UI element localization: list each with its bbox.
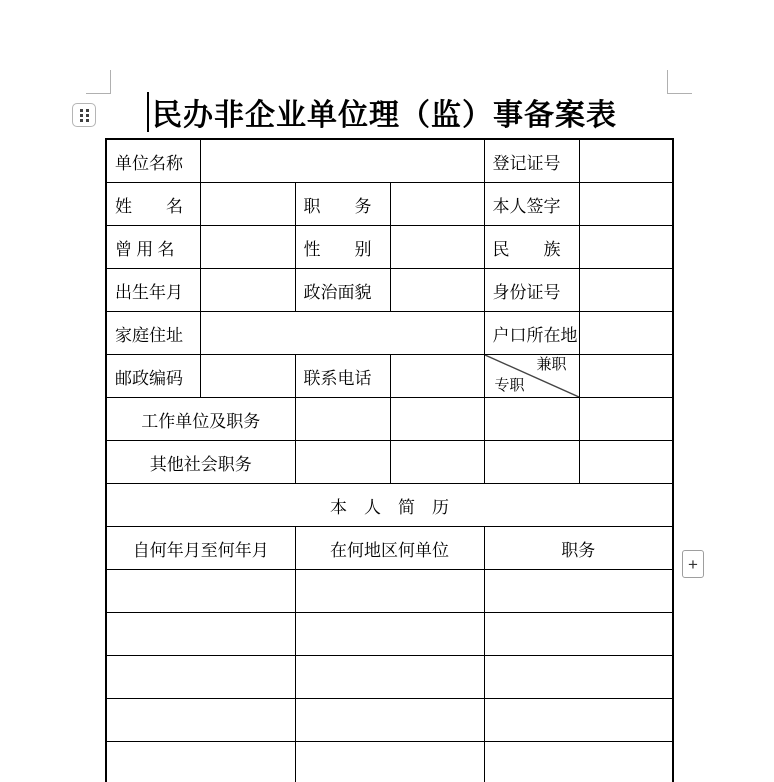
former-name-value-cell[interactable]: [200, 226, 295, 269]
ethnicity-value-cell[interactable]: [579, 226, 673, 269]
resume-row-1: [106, 570, 673, 613]
resume-row-2: [106, 613, 673, 656]
work-unit-cell-2[interactable]: [390, 398, 484, 441]
political-status-value-cell[interactable]: [390, 269, 484, 312]
resume-period-cell[interactable]: [106, 742, 295, 782]
position-value-cell[interactable]: [390, 183, 484, 226]
gender-label: 性 别: [295, 226, 390, 269]
resume-position-cell[interactable]: [484, 699, 673, 742]
postal-code-value-cell[interactable]: [200, 355, 295, 398]
home-address-value-cell[interactable]: [200, 312, 484, 355]
id-number-label: 身份证号: [484, 269, 579, 312]
name-label: 姓 名: [106, 183, 200, 226]
name-value-cell[interactable]: [200, 183, 295, 226]
row-postal-code: [106, 355, 673, 398]
part-time-label: 兼职: [536, 357, 567, 373]
gender-value-cell[interactable]: [390, 226, 484, 269]
resume-place-cell[interactable]: [295, 742, 484, 782]
other-posts-label: 其他社会职务: [106, 441, 295, 484]
work-unit-cell-3[interactable]: [484, 398, 579, 441]
household-location-label: 户口所在地: [484, 312, 579, 355]
resume-header-period: 自何年月至何年月: [106, 527, 295, 570]
other-posts-cell-4[interactable]: [579, 441, 673, 484]
signature-value-cell[interactable]: [579, 183, 673, 226]
full-time-label: 专职: [494, 378, 525, 394]
resume-position-cell[interactable]: [484, 570, 673, 613]
form-title: 民办非企业单位理（监）事备案表: [152, 99, 617, 132]
record-form-table: [105, 138, 674, 782]
resume-row-3: [106, 656, 673, 699]
other-posts-cell-1[interactable]: [295, 441, 390, 484]
row-work-unit: [106, 398, 673, 441]
row-home-address: [106, 312, 673, 355]
resume-place-cell[interactable]: [295, 699, 484, 742]
resume-place-cell[interactable]: [295, 570, 484, 613]
resume-place-cell[interactable]: [295, 656, 484, 699]
resume-header-place: 在何地区何单位: [295, 527, 484, 570]
resume-row-4: [106, 699, 673, 742]
margin-corner-mark-top-left: [86, 70, 111, 94]
unit-name-label: 单位名称: [106, 139, 200, 183]
phone-label: 联系电话: [295, 355, 390, 398]
employment-type-value-cell[interactable]: [579, 355, 673, 398]
ethnicity-label: 民 族: [484, 226, 579, 269]
resume-section-title: 本 人 简 历: [106, 484, 673, 527]
employment-type-header-cell: [484, 355, 579, 398]
id-number-value-cell[interactable]: [579, 269, 673, 312]
birth-date-value-cell[interactable]: [200, 269, 295, 312]
row-resume-title: [106, 484, 673, 527]
birth-date-label: 出生年月: [106, 269, 200, 312]
resume-position-cell[interactable]: [484, 656, 673, 699]
household-location-value-cell[interactable]: [579, 312, 673, 355]
home-address-label: 家庭住址: [106, 312, 200, 355]
resume-position-cell[interactable]: [484, 613, 673, 656]
work-unit-cell-1[interactable]: [295, 398, 390, 441]
resume-period-cell[interactable]: [106, 613, 295, 656]
row-unit-name: [106, 139, 673, 183]
row-resume-header: [106, 527, 673, 570]
postal-code-label: 邮政编码: [106, 355, 200, 398]
signature-label: 本人签字: [484, 183, 579, 226]
resume-period-cell[interactable]: [106, 699, 295, 742]
phone-value-cell[interactable]: [390, 355, 484, 398]
work-unit-cell-4[interactable]: [579, 398, 673, 441]
reg-no-value-cell[interactable]: [579, 139, 673, 183]
political-status-label: 政治面貌: [295, 269, 390, 312]
other-posts-cell-2[interactable]: [390, 441, 484, 484]
unit-name-value-cell[interactable]: [200, 139, 484, 183]
table-drag-handle-icon[interactable]: [72, 103, 96, 127]
row-former-name: [106, 226, 673, 269]
other-posts-cell-3[interactable]: [484, 441, 579, 484]
resume-period-cell[interactable]: [106, 570, 295, 613]
add-row-button[interactable]: +: [682, 550, 704, 578]
resume-header-position: 职务: [484, 527, 673, 570]
resume-row-5: [106, 742, 673, 782]
row-name: [106, 183, 673, 226]
margin-corner-mark-top-right: [667, 70, 692, 94]
resume-period-cell[interactable]: [106, 656, 295, 699]
resume-place-cell[interactable]: [295, 613, 484, 656]
reg-no-label: 登记证号: [484, 139, 579, 183]
row-birth-date: [106, 269, 673, 312]
grip-dots-icon: [80, 109, 89, 122]
former-name-label: 曾 用 名: [106, 226, 200, 269]
position-label: 职 务: [295, 183, 390, 226]
text-cursor: [147, 92, 149, 132]
row-other-posts: [106, 441, 673, 484]
work-unit-label: 工作单位及职务: [106, 398, 295, 441]
resume-position-cell[interactable]: [484, 742, 673, 782]
